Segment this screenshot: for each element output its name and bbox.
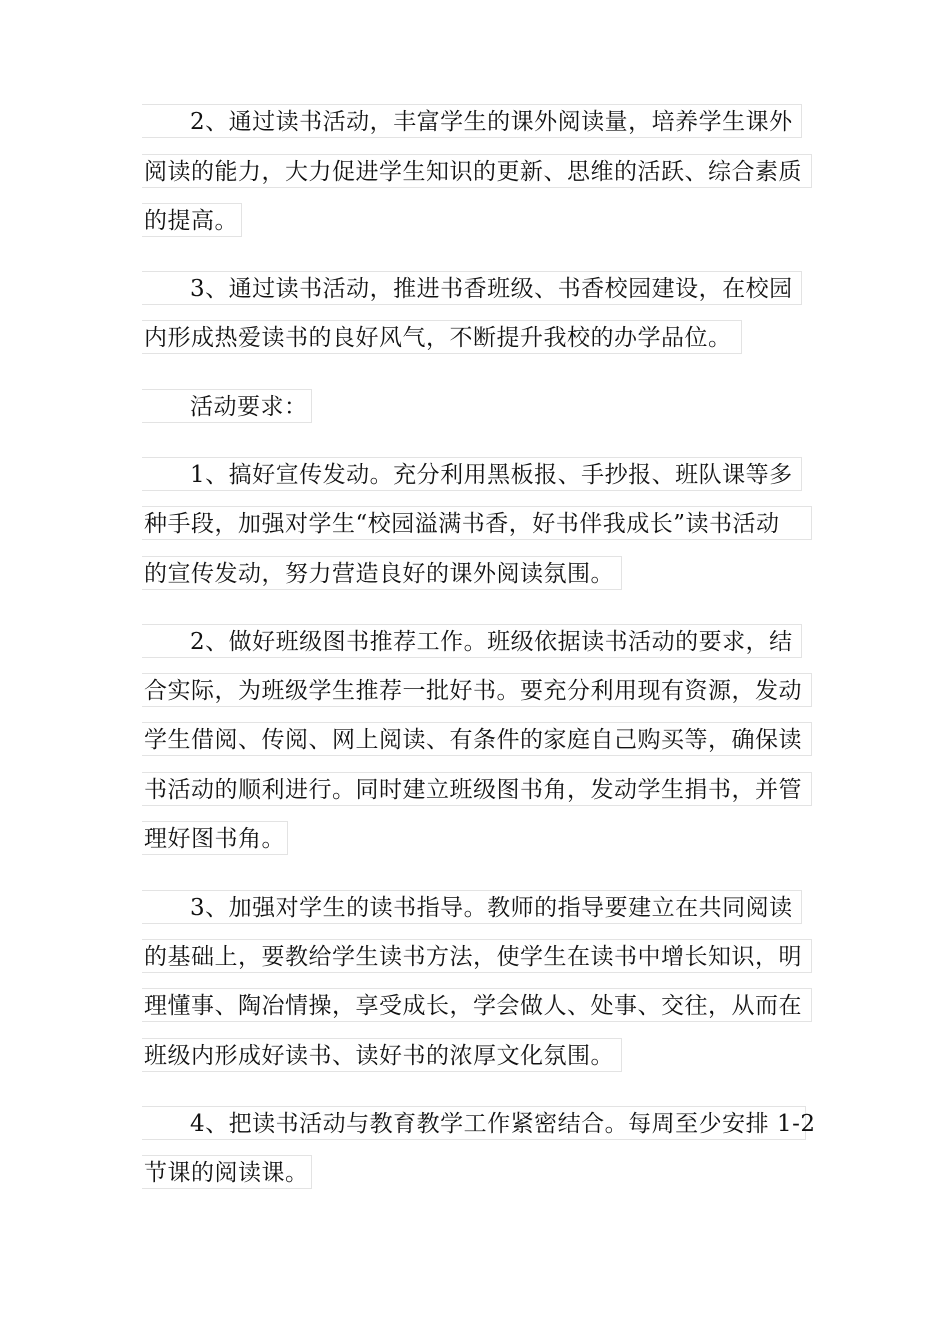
section-heading-activity-requirements: 活动要求： [142,389,312,423]
paragraph-5-line-4: 班级内形成好读书、读好书的浓厚文化氛围。 [142,1038,622,1072]
paragraph-5-line-1: 3、加强对学生的读书指导。教师的指导要建立在共同阅读 [142,890,802,924]
paragraph-6-line-2: 节课的阅读课。 [142,1155,312,1189]
paragraph-2-line-2: 内形成热爱读书的良好风气，不断提升我校的办学品位。 [142,320,742,354]
paragraph-5-line-2: 的基础上，要教给学生读书方法，使学生在读书中增长知识，明 [142,939,812,973]
paragraph-3-line-2: 种手段，加强对学生“校园溢满书香，好书伴我成长”读书活动 [142,506,812,540]
paragraph-4-line-5: 理好图书角。 [142,821,288,855]
paragraph-4-line-2: 合实际，为班级学生推荐一批好书。要充分利用现有资源，发动 [142,673,812,707]
paragraph-4-line-4: 书活动的顺利进行。同时建立班级图书角，发动学生捐书，并管 [142,772,812,806]
paragraph-6-line-1: 4、把读书活动与教育教学工作紧密结合。每周至少安排 1-2 [142,1106,806,1140]
paragraph-5-line-3: 理懂事、陶冶情操，享受成长，学会做人、处事、交往，从而在 [142,988,812,1022]
paragraph-4-line-3: 学生借阅、传阅、网上阅读、有条件的家庭自己购买等，确保读 [142,722,812,756]
paragraph-4-line-1: 2、做好班级图书推荐工作。班级依据读书活动的要求，结 [142,624,802,658]
paragraph-1-line-1: 2、通过读书活动，丰富学生的课外阅读量，培养学生课外 [142,104,802,138]
paragraph-2-line-1: 3、通过读书活动，推进书香班级、书香校园建设，在校园 [142,271,802,305]
paragraph-1-line-3: 的提高。 [142,203,242,237]
paragraph-3-line-3: 的宣传发动，努力营造良好的课外阅读氛围。 [142,556,622,590]
paragraph-3-line-1: 1、搞好宣传发动。充分利用黑板报、手抄报、班队课等多 [142,457,802,491]
paragraph-1-line-2: 阅读的能力，大力促进学生知识的更新、思维的活跃、综合素质 [142,154,812,188]
